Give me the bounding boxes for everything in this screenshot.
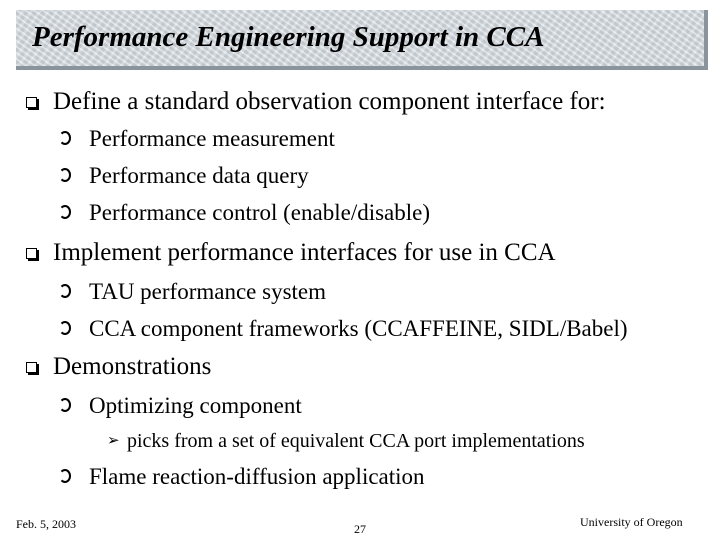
circle-bullet-icon [59, 131, 71, 145]
sub-bullet-tau: TAU performance system [89, 278, 326, 306]
footer-organization: University of Oregon [580, 515, 683, 529]
circle-bullet-icon [59, 284, 71, 298]
sub-bullet-flame: Flame reaction-diffusion application [89, 463, 425, 491]
sub-bullet-measurement: Performance measurement [89, 125, 335, 153]
bullet-implement-interfaces: Implement performance interfaces for use in CCA [53, 238, 556, 268]
circle-bullet-icon [59, 168, 71, 182]
circle-bullet-icon [59, 205, 71, 219]
slide-title: Performance Engineering Support in CCA [32, 21, 545, 53]
title-bar [16, 10, 708, 70]
bullet-demonstrations: Demonstrations [53, 352, 211, 382]
sub-bullet-control: Performance control (enable/disable) [89, 199, 430, 227]
arrow-bullet-icon: ➢ [107, 433, 120, 449]
sub-bullet-optimizing: Optimizing component [89, 392, 302, 420]
circle-bullet-icon [59, 469, 71, 483]
sub-bullet-data-query: Performance data query [89, 162, 309, 190]
square-bullet-icon [26, 97, 37, 108]
bullet-define-interface: Define a standard observation component interface for: [53, 87, 606, 117]
circle-bullet-icon [59, 321, 71, 335]
subsub-bullet-picks: ➢ picks from a set of equivalent CCA port implementations [107, 430, 585, 452]
footer-page-number: 27 [354, 522, 366, 536]
square-bullet-icon [26, 362, 37, 373]
circle-bullet-icon [59, 398, 71, 412]
sub-bullet-frameworks: CCA component frameworks (CCAFFEINE, SIDL/Babel) [89, 315, 628, 343]
square-bullet-icon [26, 248, 37, 259]
footer-date: Feb. 5, 2003 [16, 517, 76, 531]
